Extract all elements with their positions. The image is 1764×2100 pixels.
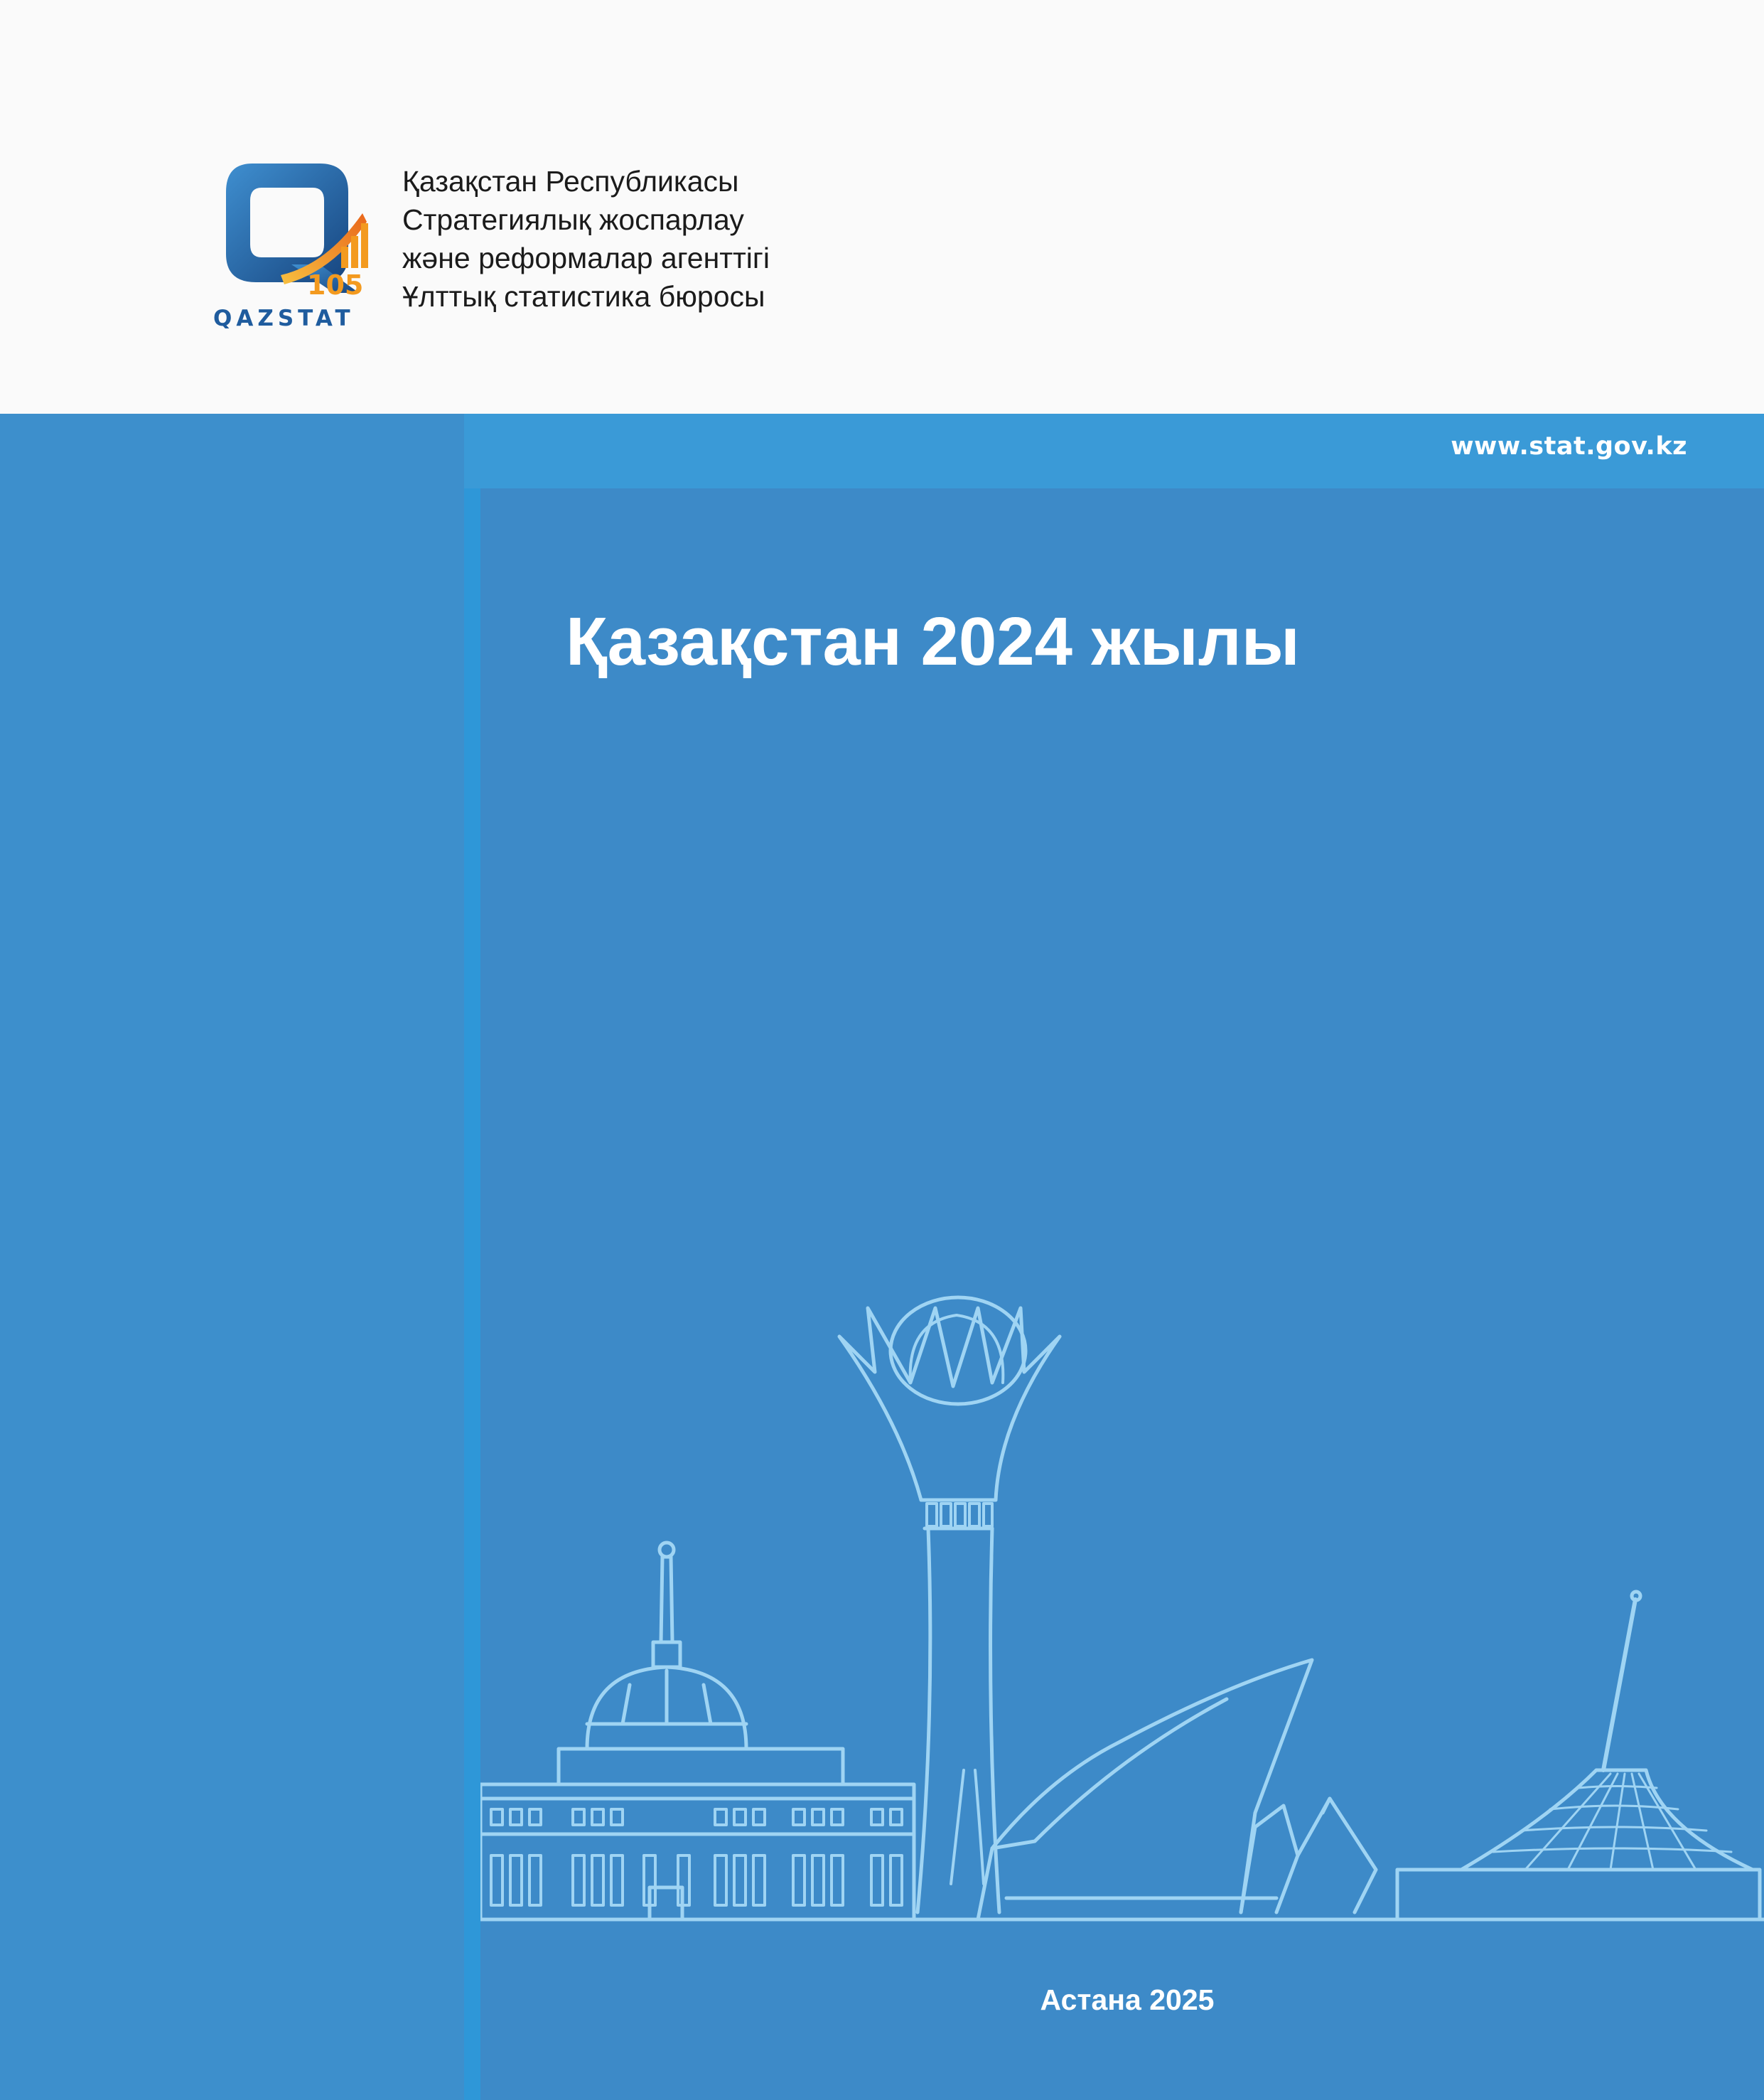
organization-line: Қазақстан Республикасы xyxy=(402,165,739,198)
qazstat-logo xyxy=(213,158,377,328)
akorda-palace-drawing xyxy=(480,1543,914,1919)
divider-stripe xyxy=(464,414,480,2100)
website-link[interactable]: www.stat.gov.kz xyxy=(1451,432,1687,461)
header xyxy=(0,0,1764,414)
khan-shatyr-drawing xyxy=(1397,1592,1760,1919)
concert-hall-drawing xyxy=(978,1660,1376,1919)
organization-name xyxy=(402,162,770,316)
cover-title: Қазақстан 2024 жылы xyxy=(566,604,1300,680)
organization-line: және реформалар агенттігі xyxy=(402,242,770,274)
organization-line: Стратегиялық жоспарлау xyxy=(402,203,744,236)
organization-line: Ұлттық статистика бюросы xyxy=(402,280,765,313)
astana-skyline-illustration xyxy=(480,1258,1764,1934)
place-and-year: Астана 2025 xyxy=(1040,1983,1215,2016)
left-color-band xyxy=(0,414,464,2100)
logo-anniversary-number: 105 xyxy=(307,269,364,301)
logo-brand-text: QAZSTAT xyxy=(213,306,355,328)
